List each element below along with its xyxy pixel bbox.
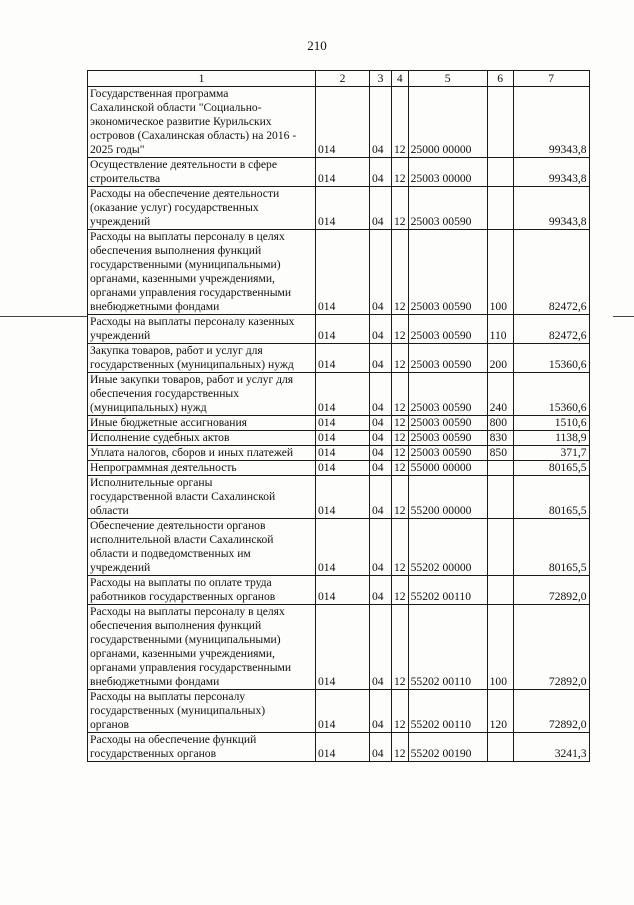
row-code-4: 12 — [392, 431, 409, 446]
row-code-4: 12 — [392, 519, 409, 576]
row-code-5: 25003 00590 — [408, 230, 487, 315]
row-code-6 — [487, 476, 513, 519]
scan-line-right — [613, 316, 634, 317]
row-name: Расходы на выплаты персоналу в целях обеспечения выполнения функций государственными (муниципальными) органами, казенными учреждениями, органами управления государственными внебюджетными фондами — [88, 230, 316, 315]
row-amount: 1138,9 — [513, 431, 589, 446]
row-name: Расходы на выплаты персоналу казенных учреждений — [88, 315, 316, 344]
row-name: Расходы на выплаты персоналу государственных (муниципальных) органов — [88, 690, 316, 733]
row-code-2: 014 — [316, 733, 370, 762]
row-code-5: 55202 00190 — [408, 733, 487, 762]
row-code-3: 04 — [370, 576, 392, 605]
row-amount: 82472,6 — [513, 230, 589, 315]
row-code-3: 04 — [370, 315, 392, 344]
row-code-2: 014 — [316, 187, 370, 230]
table-row — [88, 87, 590, 158]
row-code-5: 25003 00590 — [408, 431, 487, 446]
table-row — [88, 446, 590, 461]
table-row — [88, 344, 590, 373]
row-code-6: 110 — [487, 315, 513, 344]
row-amount: 80165,5 — [513, 461, 589, 476]
row-code-3: 04 — [370, 373, 392, 416]
table-row — [88, 416, 590, 431]
row-code-5: 55202 00110 — [408, 576, 487, 605]
row-code-5: 25000 00000 — [408, 87, 487, 158]
scan-line-left — [0, 316, 87, 317]
row-amount: 371,7 — [513, 446, 589, 461]
row-amount: 80165,5 — [513, 476, 589, 519]
row-code-3: 04 — [370, 690, 392, 733]
budget-table — [87, 70, 590, 762]
row-code-5: 25003 00590 — [408, 446, 487, 461]
row-code-5: 25003 00590 — [408, 315, 487, 344]
row-code-3: 04 — [370, 87, 392, 158]
page-number: 210 — [307, 38, 327, 53]
table-row — [88, 431, 590, 446]
table-row — [88, 315, 590, 344]
header-col-3: 3 — [370, 71, 392, 87]
row-code-3: 04 — [370, 230, 392, 315]
row-code-4: 12 — [392, 476, 409, 519]
table-row — [88, 476, 590, 519]
row-code-6: 240 — [487, 373, 513, 416]
row-code-4: 12 — [392, 373, 409, 416]
table-row — [88, 187, 590, 230]
row-code-2: 014 — [316, 344, 370, 373]
row-amount: 1510,6 — [513, 416, 589, 431]
row-code-3: 04 — [370, 416, 392, 431]
row-code-4: 12 — [392, 158, 409, 187]
header-col-4: 4 — [392, 71, 409, 87]
row-code-3: 04 — [370, 461, 392, 476]
row-code-4: 12 — [392, 344, 409, 373]
row-code-6: 200 — [487, 344, 513, 373]
row-name: Расходы на обеспечение деятельности (оказание услуг) государственных учреждений — [88, 187, 316, 230]
row-code-4: 12 — [392, 416, 409, 431]
table-row — [88, 158, 590, 187]
row-code-6: 100 — [487, 605, 513, 690]
row-code-3: 04 — [370, 605, 392, 690]
row-code-3: 04 — [370, 476, 392, 519]
row-code-2: 014 — [316, 690, 370, 733]
row-code-6: 850 — [487, 446, 513, 461]
row-name: Расходы на выплаты по оплате труда работников государственных органов — [88, 576, 316, 605]
row-code-4: 12 — [392, 461, 409, 476]
header-col-6: 6 — [487, 71, 513, 87]
table-row — [88, 605, 590, 690]
row-code-6 — [487, 519, 513, 576]
row-code-2: 014 — [316, 431, 370, 446]
row-code-2: 014 — [316, 461, 370, 476]
row-code-4: 12 — [392, 187, 409, 230]
row-code-4: 12 — [392, 446, 409, 461]
row-amount: 99343,8 — [513, 187, 589, 230]
row-code-6: 120 — [487, 690, 513, 733]
table-row — [88, 461, 590, 476]
row-code-6 — [487, 158, 513, 187]
row-code-2: 014 — [316, 476, 370, 519]
row-code-2: 014 — [316, 446, 370, 461]
row-code-3: 04 — [370, 187, 392, 230]
row-code-6 — [487, 733, 513, 762]
row-amount: 15360,6 — [513, 344, 589, 373]
row-name: Обеспечение деятельности органов исполнительной власти Сахалинской области и подведомственных им учреждений — [88, 519, 316, 576]
row-code-5: 25003 00000 — [408, 158, 487, 187]
row-code-6 — [487, 576, 513, 605]
row-name: Расходы на обеспечение функций государственных органов — [88, 733, 316, 762]
row-name: Расходы на выплаты персоналу в целях обеспечения выполнения функций государственными (муниципальными) органами, казенными учреждениями, органами управления государственными внебюджетными фондами — [88, 605, 316, 690]
row-code-4: 12 — [392, 230, 409, 315]
row-name: Государственная программа Сахалинской области "Социально- экономическое развитие Курильских островов (Сахалинская область) на 2016 - 2025 годы" — [88, 87, 316, 158]
row-code-3: 04 — [370, 431, 392, 446]
row-amount: 72892,0 — [513, 605, 589, 690]
row-code-4: 12 — [392, 87, 409, 158]
row-name: Исполнение судебных актов — [88, 431, 316, 446]
row-code-5: 55200 00000 — [408, 476, 487, 519]
row-code-2: 014 — [316, 315, 370, 344]
row-code-3: 04 — [370, 344, 392, 373]
row-code-5: 25003 00590 — [408, 373, 487, 416]
row-code-6: 830 — [487, 431, 513, 446]
row-code-2: 014 — [316, 576, 370, 605]
row-code-2: 014 — [316, 158, 370, 187]
header-col-5: 5 — [408, 71, 487, 87]
header-col-1: 1 — [88, 71, 316, 87]
row-code-2: 014 — [316, 416, 370, 431]
row-amount: 99343,8 — [513, 87, 589, 158]
table-row — [88, 519, 590, 576]
row-code-3: 04 — [370, 733, 392, 762]
row-code-6 — [487, 461, 513, 476]
row-code-3: 04 — [370, 446, 392, 461]
row-amount: 3241,3 — [513, 733, 589, 762]
row-code-4: 12 — [392, 605, 409, 690]
row-amount: 72892,0 — [513, 690, 589, 733]
row-code-6 — [487, 187, 513, 230]
row-amount: 72892,0 — [513, 576, 589, 605]
row-code-2: 014 — [316, 605, 370, 690]
row-name: Исполнительные органы государственной власти Сахалинской области — [88, 476, 316, 519]
header-col-2: 2 — [316, 71, 370, 87]
row-code-4: 12 — [392, 733, 409, 762]
row-code-5: 25003 00590 — [408, 416, 487, 431]
table-row — [88, 576, 590, 605]
row-code-5: 55202 00110 — [408, 690, 487, 733]
row-amount: 82472,6 — [513, 315, 589, 344]
table-row — [88, 690, 590, 733]
row-amount: 80165,5 — [513, 519, 589, 576]
row-code-6: 100 — [487, 230, 513, 315]
row-name: Непрограммная деятельность — [88, 461, 316, 476]
row-code-3: 04 — [370, 519, 392, 576]
row-name: Иные закупки товаров, работ и услуг для обеспечения государственных (муниципальных) нужд — [88, 373, 316, 416]
row-name: Иные бюджетные ассигнования — [88, 416, 316, 431]
row-code-2: 014 — [316, 373, 370, 416]
row-code-5: 25003 00590 — [408, 187, 487, 230]
row-name: Уплата налогов, сборов и иных платежей — [88, 446, 316, 461]
row-code-2: 014 — [316, 230, 370, 315]
row-code-6: 800 — [487, 416, 513, 431]
row-code-5: 25003 00590 — [408, 344, 487, 373]
row-name: Осуществление деятельности в сфере строительства — [88, 158, 316, 187]
row-code-5: 55202 00000 — [408, 519, 487, 576]
row-code-5: 55000 00000 — [408, 461, 487, 476]
row-code-2: 014 — [316, 87, 370, 158]
table-header-row — [88, 71, 590, 87]
table-row — [88, 230, 590, 315]
header-col-7: 7 — [513, 71, 589, 87]
row-code-4: 12 — [392, 315, 409, 344]
row-amount: 99343,8 — [513, 158, 589, 187]
row-code-3: 04 — [370, 158, 392, 187]
table-row — [88, 373, 590, 416]
row-code-6 — [487, 87, 513, 158]
row-code-2: 014 — [316, 519, 370, 576]
row-name: Закупка товаров, работ и услуг для государственных (муниципальных) нужд — [88, 344, 316, 373]
table-row — [88, 733, 590, 762]
row-amount: 15360,6 — [513, 373, 589, 416]
row-code-4: 12 — [392, 690, 409, 733]
row-code-5: 55202 00110 — [408, 605, 487, 690]
row-code-4: 12 — [392, 576, 409, 605]
